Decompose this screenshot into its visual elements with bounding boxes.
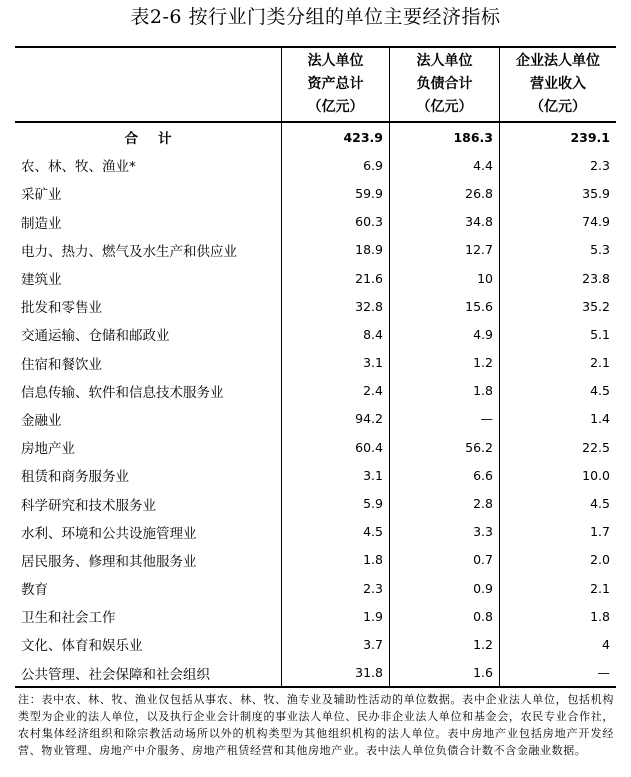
revenue-value: 35.9 xyxy=(582,185,610,201)
assets-value: 8.4 xyxy=(363,326,383,342)
header-assets xyxy=(282,50,389,120)
industry-name: 科学研究和技术服务业 xyxy=(21,497,156,514)
assets-value: 18.9 xyxy=(355,242,383,258)
liabilities-value: 1.6 xyxy=(473,665,493,681)
assets-value: 60.3 xyxy=(355,214,383,230)
assets-value: 3.1 xyxy=(363,467,383,483)
table-row xyxy=(15,236,616,264)
liabilities-value: 2.8 xyxy=(473,496,493,512)
table-row xyxy=(15,405,616,433)
revenue-value: 35.2 xyxy=(582,298,610,314)
assets-value: 94.2 xyxy=(355,411,383,427)
table-row xyxy=(15,320,616,348)
header-line: （亿元） xyxy=(530,99,586,115)
industry-name: 批发和零售业 xyxy=(21,300,102,317)
assets-value: 21.6 xyxy=(355,270,383,286)
revenue-value: — xyxy=(597,665,610,681)
industry-name: 交通运输、仓储和邮政业 xyxy=(21,328,170,345)
revenue-value: 4.5 xyxy=(590,383,610,399)
revenue-value: 2.1 xyxy=(590,355,610,371)
table-row xyxy=(15,518,616,546)
liabilities-value: 0.7 xyxy=(473,552,493,568)
revenue-value: 1.7 xyxy=(590,524,610,540)
assets-value: 6.9 xyxy=(363,157,383,173)
industry-name: 制造业 xyxy=(21,215,62,232)
total-assets: 423.9 xyxy=(343,129,383,145)
liabilities-value: 1.2 xyxy=(473,636,493,652)
assets-value: 59.9 xyxy=(355,185,383,201)
liabilities-value: 4.9 xyxy=(473,326,493,342)
industry-name: 采矿业 xyxy=(21,187,62,204)
header-line: 营业收入 xyxy=(530,76,586,92)
table-row xyxy=(15,630,616,658)
industry-name: 教育 xyxy=(21,582,48,599)
assets-value: 3.1 xyxy=(363,355,383,371)
assets-value: 3.7 xyxy=(363,636,383,652)
industry-name: 信息传输、软件和信息技术服务业 xyxy=(21,384,224,401)
top-rule xyxy=(15,46,616,48)
header-line: 法人单位 xyxy=(307,53,364,69)
header-line: （亿元） xyxy=(416,99,473,115)
assets-value: 5.9 xyxy=(363,496,383,512)
assets-value: 1.8 xyxy=(363,552,383,568)
liabilities-value: 10 xyxy=(477,270,493,286)
assets-value: 1.9 xyxy=(363,608,383,624)
liabilities-value: 12.7 xyxy=(465,242,493,258)
assets-value: 2.4 xyxy=(363,383,383,399)
industry-name: 水利、环境和公共设施管理业 xyxy=(21,525,197,542)
liabilities-value: 0.9 xyxy=(473,580,493,596)
revenue-value: 4.5 xyxy=(590,496,610,512)
table-row xyxy=(15,208,616,236)
table-row xyxy=(15,461,616,489)
header-liabilities xyxy=(390,50,499,120)
industry-name: 住宿和餐饮业 xyxy=(21,356,102,373)
header-line: 资产总计 xyxy=(307,76,364,92)
industry-name: 租赁和商务服务业 xyxy=(21,469,129,486)
revenue-value: 74.9 xyxy=(582,214,610,230)
table-row xyxy=(15,264,616,292)
table-row xyxy=(15,574,616,602)
table-title: 表2-6 按行业门类分组的单位主要经济指标 xyxy=(130,6,501,28)
assets-value: 31.8 xyxy=(355,665,383,681)
revenue-value: 10.0 xyxy=(582,467,610,483)
revenue-value: 1.4 xyxy=(590,411,610,427)
revenue-value: 4 xyxy=(602,636,610,652)
footnote: 注：表中农、林、牧、渔业仅包括从事农、林、牧、渔专业及辅助性活动的单位数据。表中企业法人单位，包括机构类型为企业的法人单位，以及执行企业会计制度的事业法人单位、民办非企业法人单位和基金会，农民专业合作社，农村集体经济组织和除宗教活动场所以外的机构类型为其他组织机构的法人单位。表中房地产业包括房地产开发经营、物业管理、房地产中介服务、房地产租赁经营和其他房地产业。表中法人单位负债合计数不含金融业数据。 xyxy=(18,693,614,757)
liabilities-value: 34.8 xyxy=(465,214,493,230)
table-row xyxy=(15,151,616,179)
table-row xyxy=(15,602,616,630)
industry-name: 电力、热力、燃气及水生产和供应业 xyxy=(21,243,237,260)
industry-name: 金融业 xyxy=(21,412,62,429)
industry-name: 居民服务、修理和其他服务业 xyxy=(21,553,197,570)
table-row xyxy=(15,179,616,207)
assets-value: 32.8 xyxy=(355,298,383,314)
liabilities-value: 26.8 xyxy=(465,185,493,201)
liabilities-value: 1.2 xyxy=(473,355,493,371)
industry-name: 建筑业 xyxy=(21,272,62,289)
liabilities-value: 6.6 xyxy=(473,467,493,483)
table-row xyxy=(15,659,616,687)
liabilities-value: 15.6 xyxy=(465,298,493,314)
header-line: 负债合计 xyxy=(416,76,473,92)
revenue-value: 23.8 xyxy=(582,270,610,286)
revenue-value: 2.3 xyxy=(590,157,610,173)
industry-name: 公共管理、社会保障和社会组织 xyxy=(21,666,210,683)
indicator-table xyxy=(15,123,616,687)
table-row xyxy=(15,489,616,517)
assets-value: 2.3 xyxy=(363,580,383,596)
revenue-value: 5.3 xyxy=(590,242,610,258)
industry-name: 农、林、牧、渔业* xyxy=(21,159,136,176)
assets-value: 4.5 xyxy=(363,524,383,540)
liabilities-value: 3.3 xyxy=(473,524,493,540)
liabilities-value: 0.8 xyxy=(473,608,493,624)
total-label: 合计 xyxy=(124,131,192,148)
liabilities-value: 1.8 xyxy=(473,383,493,399)
table-row xyxy=(15,377,616,405)
revenue-value: 22.5 xyxy=(582,439,610,455)
industry-name: 文化、体育和娱乐业 xyxy=(21,638,143,655)
revenue-value: 5.1 xyxy=(590,326,610,342)
industry-name: 房地产业 xyxy=(21,441,75,458)
total-revenue: 239.1 xyxy=(570,129,610,145)
revenue-value: 1.8 xyxy=(590,608,610,624)
header-line: 企业法人单位 xyxy=(516,53,600,69)
header-revenue xyxy=(500,50,616,120)
assets-value: 60.4 xyxy=(355,439,383,455)
liabilities-value: — xyxy=(480,411,493,427)
industry-name: 卫生和社会工作 xyxy=(21,610,116,627)
table-row xyxy=(15,546,616,574)
total-row xyxy=(15,123,616,151)
table-row xyxy=(15,292,616,320)
table-row xyxy=(15,433,616,461)
liabilities-value: 4.4 xyxy=(473,157,493,173)
revenue-value: 2.0 xyxy=(590,552,610,568)
table-row xyxy=(15,349,616,377)
header-line: （亿元） xyxy=(307,99,364,115)
revenue-value: 2.1 xyxy=(590,580,610,596)
total-liabilities: 186.3 xyxy=(453,129,493,145)
liabilities-value: 56.2 xyxy=(465,439,493,455)
header-line: 法人单位 xyxy=(416,53,473,69)
